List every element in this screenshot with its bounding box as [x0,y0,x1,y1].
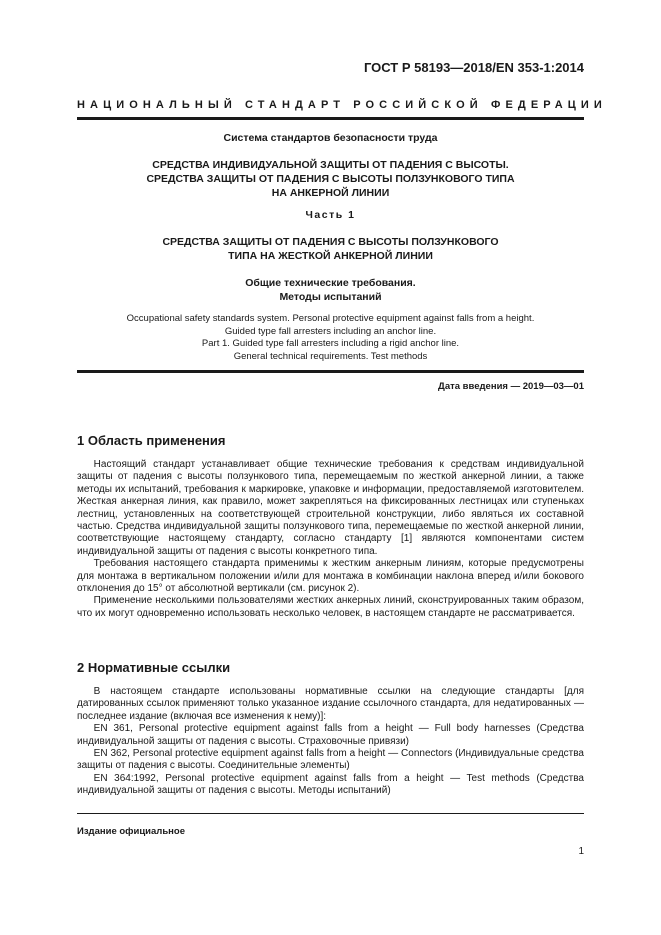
part-title-line: СРЕДСТВА ЗАЩИТЫ ОТ ПАДЕНИЯ С ВЫСОТЫ ПОЛЗУНКОВОГО [162,236,499,248]
english-title-line: Guided type fall arresters including an anchor line. [224,325,437,337]
standard-code: ГОСТ Р 58193—2018/EN 353-1:2014 [363,60,584,75]
national-standard-banner: НАЦИОНАЛЬНЫЙ СТАНДАРТ РОССИЙСКОЙ ФЕДЕРАЦИИ [77,99,607,111]
part-label: Часть 1 [305,209,356,221]
official-edition-label: Издание официальное [77,826,185,837]
part-title [77,235,584,263]
main-title [77,158,584,200]
main-title-line: СРЕДСТВА ИНДИВИДУАЛЬНОЙ ЗАЩИТЫ ОТ ПАДЕНИЯ С ВЫСОТЫ. [152,159,509,171]
general-title-line: Общие технические требования. [245,277,416,289]
paragraph: Применение несколькими пользователями жестких анкерных линий, сконструированных таким образом, что их могут одновременно использовать несколько человек, в настоящем стандарте не рассматривается. [77,595,584,619]
section-1-body [77,459,584,620]
english-title-line: Occupational safety standards system. Personal protective equipment against falls from a height. [126,313,535,324]
paragraph: Настоящий стандарт устанавливает общие технические требования к средствам индивидуальной защиты от падения с высоты ползункового типа, перемещаемым по жесткой анкерной линии, а также методы их испытаний, требования к маркировке, упаковке и информации, предоставляемой изготовителем. Жесткая анкерная линия, как правило, может закрепляться на фиксированных лестницах или ступеньках лестниц, установленных на соответствующей строительной конструкции, либо являться их составной частью. Средства индивидуальной защиты ползункового типа, перемещаемые по жесткой анкерной линии, соответствующие настоящему стандарту, согласно стандарту [1] являются компонентами систем индивидуальной защиты от падения с высоты конкретного типа. [77,459,584,557]
main-title-line: НА АНКЕРНОЙ ЛИНИИ [271,187,390,199]
main-title-line: СРЕДСТВА ЗАЩИТЫ ОТ ПАДЕНИЯ С ВЫСОТЫ ПОЛЗУНКОВОГО ТИПА [146,173,515,185]
introduction-date: Дата введения — 2019—03—01 [438,381,584,392]
reference-item: EN 364:1992, Personal protective equipment against falls from a height — Test methods (Средства индивидуальной защиты от падения с высоты. Методы испытаний) [77,772,584,797]
standards-system-title: Система стандартов безопасности труда [223,132,438,144]
english-title-line: General technical requirements. Test methods [233,350,428,362]
section-2-body [77,686,584,798]
part-title-line: ТИПА НА ЖЕСТКОЙ АНКЕРНОЙ ЛИНИИ [228,250,433,262]
page-number: 1 [578,846,584,857]
english-title [77,313,584,363]
reference-item: EN 362, Personal protective equipment against falls from a height — Connectors (Индивидуальные средства защиты от падения с высоты. Соединительные элементы) [77,748,584,772]
paragraph: Требования настоящего стандарта применимы к жестким анкерным линиям, которые предусмотрены для монтажа в вертикальном положении и/или для монтажа в комбинации наклона вперед и/или бокового отклонения до 15° от абсолютной вертикали (см. рисунок 2). [77,558,584,595]
section-1-heading: 1 Область применения [77,433,226,448]
footer-rule [77,813,584,814]
general-requirements-title [77,276,584,304]
paragraph: В настоящем стандарте использованы нормативные ссылки на следующие стандарты [для датированных ссылок применяют только указанное издание ссылочного стандарта, для недатированных — последнее издание (включая все изменения к нему)]: [77,686,584,722]
section-2-heading: 2 Нормативные ссылки [77,660,231,675]
reference-item: EN 361, Personal protective equipment against falls from a height — Full body harnesses (Средства индивидуальной защиты от падения с высоты. Страховочные привязи) [77,723,584,747]
header-rule [77,117,584,120]
title-rule [77,370,584,373]
general-title-line: Методы испытаний [279,291,382,303]
english-title-line: Part 1. Guided type fall arresters including a rigid anchor line. [201,338,460,349]
